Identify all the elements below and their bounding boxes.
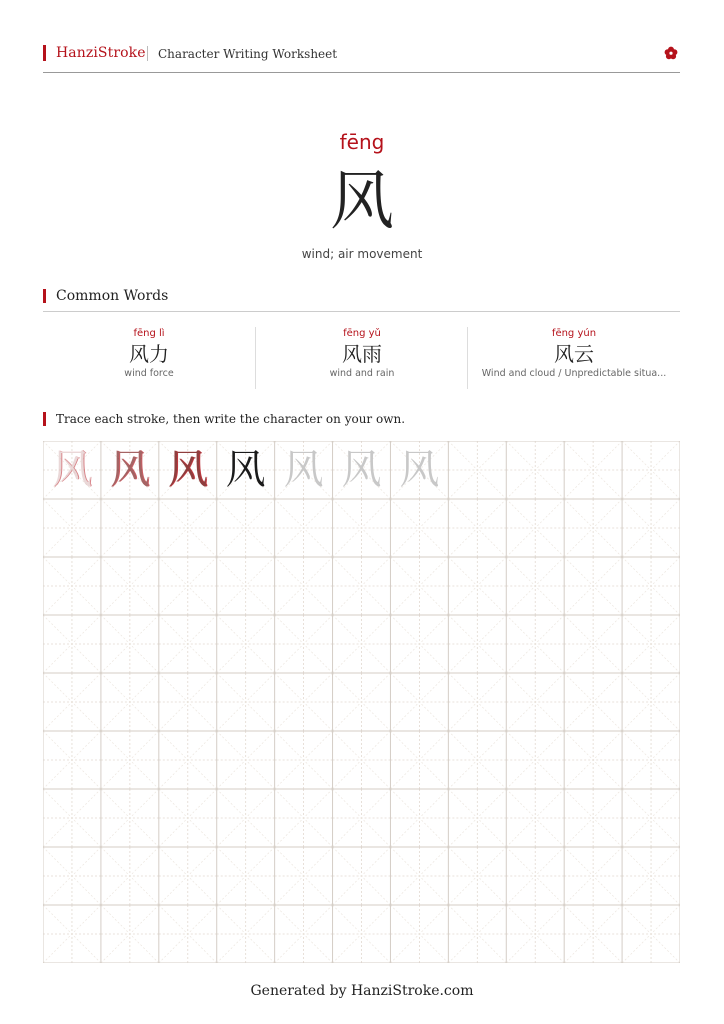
word-hanzi: 风雨 xyxy=(342,342,382,366)
trace-char[interactable]: 风 xyxy=(283,447,324,493)
stroke-step-char: 风 xyxy=(225,447,266,493)
word-hanzi: 风云 xyxy=(554,342,594,366)
word-item xyxy=(468,327,680,389)
word-pinyin: fēng yǔ xyxy=(343,328,381,339)
trace-char[interactable]: 风 xyxy=(399,447,440,493)
stroke-step-char: 风 xyxy=(109,447,150,493)
word-item xyxy=(43,327,255,389)
brand-name: HanziStroke xyxy=(56,45,146,61)
footer-credit: Generated by HanziStroke.com xyxy=(250,983,474,999)
stroke-step-char: 风 xyxy=(167,447,208,493)
grid-lines xyxy=(43,441,680,963)
stroke-step-char: 风 xyxy=(51,447,92,493)
flower-icon xyxy=(664,46,678,60)
worksheet-subtitle: Character Writing Worksheet xyxy=(158,47,338,61)
section-accent-bar xyxy=(43,412,46,426)
word-pinyin: fēng yún xyxy=(551,328,597,339)
practice-grid[interactable] xyxy=(43,441,680,963)
word-meaning: Wind and cloud / Unpredictable situa... xyxy=(481,368,667,379)
word-item xyxy=(256,327,468,389)
character-pinyin: fēng xyxy=(339,130,385,154)
page-header xyxy=(43,44,680,64)
brand-accent-bar xyxy=(43,45,46,61)
word-pinyin: fēng lì xyxy=(133,328,165,339)
character-meaning: wind; air movement xyxy=(301,247,423,261)
word-meaning: wind and rain xyxy=(329,368,395,379)
common-words-rule xyxy=(43,311,680,312)
character-hanzi: 风 xyxy=(330,165,394,239)
header-rule xyxy=(43,72,680,73)
header-divider xyxy=(147,46,148,61)
trace-char[interactable]: 风 xyxy=(341,447,382,493)
word-meaning: wind force xyxy=(124,368,174,379)
section-accent-bar xyxy=(43,289,46,303)
word-hanzi: 风力 xyxy=(129,342,169,366)
practice-instruction: Trace each stroke, then write the character on your own. xyxy=(56,412,406,426)
common-words-title: Common Words xyxy=(56,288,169,304)
common-words-list xyxy=(43,327,680,389)
